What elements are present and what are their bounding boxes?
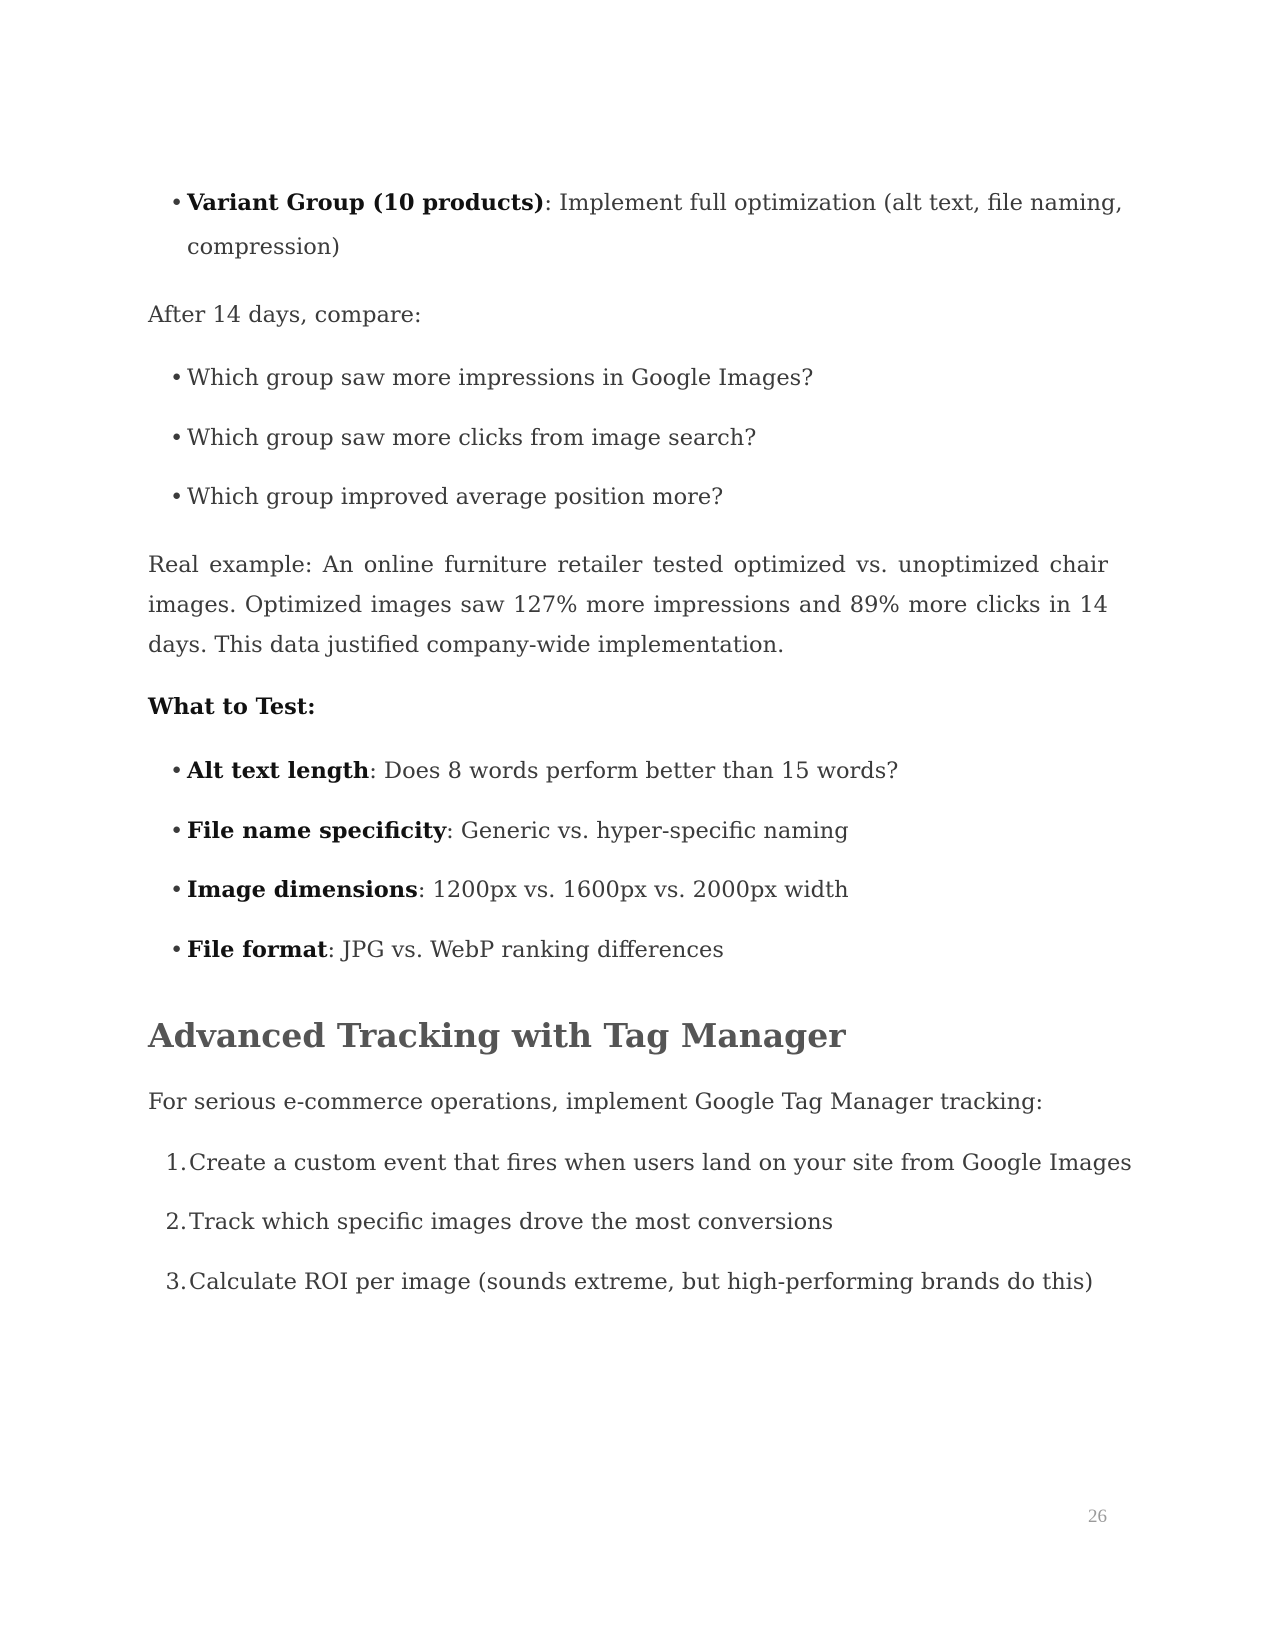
- item-label: Image dimensions: [187, 877, 418, 903]
- list-item: [170, 818, 849, 844]
- question-text: Which group improved average position more?: [187, 484, 724, 510]
- question-text: Which group saw more impressions in Google Images?: [187, 365, 814, 391]
- list-item: [170, 937, 724, 963]
- bullet-icon: •: [170, 758, 184, 784]
- item-text: : 1200px vs. 1600px vs. 2000px width: [417, 877, 849, 903]
- bullet-icon: •: [170, 190, 184, 216]
- step-number: 2.: [165, 1209, 187, 1235]
- what-to-test-heading: What to Test:: [148, 694, 316, 720]
- bullet-icon: •: [170, 425, 184, 451]
- variant-group-text: : Implement full optimization (alt text, file naming,: [544, 190, 1123, 216]
- list-item: [170, 877, 849, 903]
- list-item: [170, 365, 813, 391]
- variant-group-label: Variant Group (10 products): [187, 190, 545, 216]
- step-number: 3.: [165, 1269, 187, 1295]
- bullet-icon: •: [170, 818, 184, 844]
- item-label: Alt text length: [187, 758, 370, 784]
- item-text: : JPG vs. WebP ranking differences: [327, 937, 724, 963]
- list-item: [170, 425, 756, 451]
- item-label: File name specificity: [187, 818, 447, 844]
- section-heading: Advanced Tracking with Tag Manager: [148, 1016, 846, 1055]
- list-item: [170, 758, 898, 784]
- item-text: : Does 8 words perform better than 15 words?: [369, 758, 899, 784]
- section-intro-text: For serious e-commerce operations, implement Google Tag Manager tracking:: [148, 1089, 1044, 1115]
- bullet-icon: •: [170, 877, 184, 903]
- step-number: 1.: [165, 1150, 187, 1176]
- ordered-list-item: [158, 1209, 833, 1235]
- question-text: Which group saw more clicks from image search?: [187, 425, 757, 451]
- page-number: 26: [1088, 1506, 1107, 1527]
- ordered-list-item: [158, 1150, 1132, 1176]
- bullet-icon: •: [170, 937, 184, 963]
- variant-group-text-continued: compression): [187, 234, 341, 260]
- list-item: [170, 484, 723, 510]
- step-text: Track which specific images drove the most conversions: [189, 1209, 834, 1235]
- step-text: Calculate ROI per image (sounds extreme, but high-performing brands do this): [189, 1269, 1094, 1295]
- item-text: : Generic vs. hyper-specific naming: [446, 818, 849, 844]
- step-text: Create a custom event that fires when users land on your site from Google Images: [189, 1150, 1132, 1176]
- item-label: File format: [187, 937, 328, 963]
- real-example-paragraph: Real example: An online furniture retailer tested optimized vs. unoptimized chair images. Optimized images saw 127% more impressions and 89% more clicks in 14 days. This data justified company-wide implementation.: [148, 552, 1108, 658]
- list-item-variant-group: [170, 190, 1123, 216]
- bullet-icon: •: [170, 484, 184, 510]
- bullet-icon: •: [170, 365, 184, 391]
- after-intro-text: After 14 days, compare:: [148, 302, 422, 328]
- ordered-list-item: [158, 1269, 1093, 1295]
